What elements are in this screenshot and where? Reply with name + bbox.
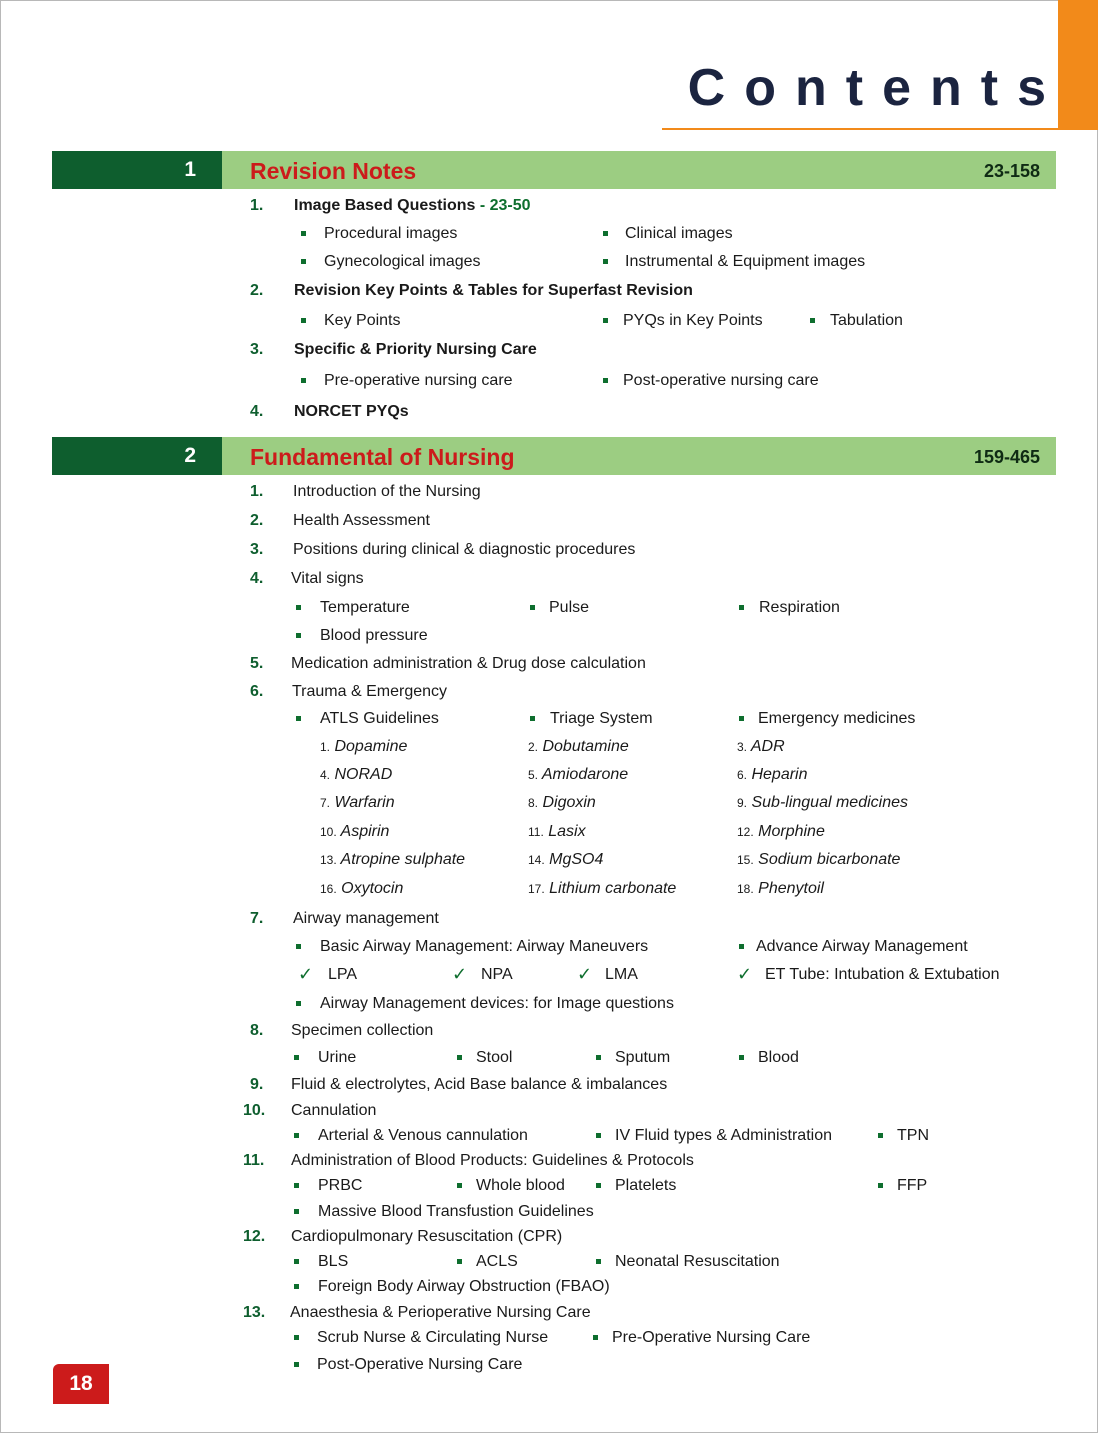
bullet-item[interactable]: TPN: [897, 1127, 929, 1144]
bullet-item[interactable]: Whole blood: [476, 1177, 565, 1194]
item-number: 2.: [250, 282, 264, 299]
bullet-icon: [296, 1001, 301, 1006]
bullet-icon: [739, 605, 744, 610]
item-number: 5.: [250, 655, 264, 672]
bullet-item[interactable]: Tabulation: [830, 312, 903, 329]
bullet-icon: [603, 318, 608, 323]
item-title: Image Based Questions: [294, 197, 476, 214]
bullet-item[interactable]: Emergency medicines: [758, 710, 916, 727]
item-number: 11.: [243, 1152, 265, 1169]
check-item[interactable]: NPA: [481, 966, 513, 983]
bullet-item[interactable]: Respiration: [759, 599, 840, 616]
bullet-item[interactable]: Airway Management devices: for Image questions: [320, 995, 674, 1012]
bullet-icon: [294, 1259, 299, 1264]
item-number: 7.: [250, 910, 264, 927]
medicine-item[interactable]: 9. Sub-lingual medicines: [737, 794, 908, 811]
bullet-icon: [878, 1133, 883, 1138]
bullet-icon: [530, 605, 535, 610]
bullet-icon: [294, 1209, 299, 1214]
check-item[interactable]: LPA: [328, 966, 358, 983]
bullet-icon: [878, 1183, 883, 1188]
item-title[interactable]: Health Assessment: [293, 512, 430, 529]
bullet-item[interactable]: Scrub Nurse & Circulating Nurse: [317, 1329, 549, 1346]
bullet-icon: [296, 605, 301, 610]
medicine-item[interactable]: 3. ADR: [737, 738, 785, 755]
bullet-item[interactable]: Platelets: [615, 1177, 677, 1194]
title-underline: [662, 128, 1060, 130]
item-number: 2.: [250, 512, 264, 529]
medicine-item[interactable]: 14. MgSO4: [528, 851, 604, 868]
bullet-item[interactable]: BLS: [318, 1253, 349, 1270]
bullet-item[interactable]: PRBC: [318, 1177, 363, 1194]
checkmark-icon: ✓: [577, 964, 593, 984]
item-title[interactable]: Specific & Priority Nursing Care: [294, 341, 537, 358]
bullet-icon: [603, 378, 608, 383]
bullet-icon: [301, 318, 306, 323]
item-number: 13.: [243, 1304, 266, 1321]
medicine-item[interactable]: 13. Atropine sulphate: [320, 851, 466, 868]
medicine-item[interactable]: 15. Sodium bicarbonate: [737, 851, 901, 868]
item-number: 4.: [250, 570, 264, 587]
item-number: 3.: [250, 541, 264, 558]
bullet-icon: [593, 1335, 598, 1340]
item-title[interactable]: Fluid & electrolytes, Acid Base balance & imbalances: [291, 1076, 668, 1093]
bullet-item[interactable]: Key Points: [324, 312, 401, 329]
section-title: Fundamental of Nursing: [250, 444, 515, 470]
bullet-icon: [810, 318, 815, 323]
item-title[interactable]: Cardiopulmonary Resuscitation (CPR): [291, 1228, 563, 1245]
bullet-icon: [739, 1055, 744, 1060]
bullet-icon: [301, 231, 306, 236]
bullet-icon: [301, 259, 306, 264]
section-number: 2: [52, 437, 222, 475]
bullet-icon: [457, 1055, 462, 1060]
section-title: Revision Notes: [250, 158, 417, 184]
item-number: 12.: [243, 1228, 266, 1245]
medicine-item[interactable]: 18. Phenytoil: [737, 880, 824, 897]
bullet-icon: [603, 231, 608, 236]
medicine-item[interactable]: 5. Amiodarone: [528, 766, 629, 783]
bullet-item[interactable]: FFP: [897, 1177, 928, 1194]
bullet-icon: [596, 1133, 601, 1138]
item-title[interactable]: Specimen collection: [291, 1022, 434, 1039]
bullet-item[interactable]: Instrumental & Equipment images: [625, 253, 866, 270]
bullet-icon: [457, 1259, 462, 1264]
checkmark-icon: ✓: [452, 964, 468, 984]
item-number: 9.: [250, 1076, 264, 1093]
medicine-item[interactable]: 6. Heparin: [737, 766, 808, 783]
item-title[interactable]: Positions during clinical & diagnostic procedures: [293, 541, 636, 558]
medicine-item[interactable]: 12. Morphine: [737, 823, 825, 840]
bullet-item[interactable]: Triage System: [550, 710, 653, 727]
check-item[interactable]: ET Tube: Intubation & Extubation: [765, 966, 1000, 983]
bullet-icon: [294, 1362, 299, 1367]
bullet-item[interactable]: Temperature: [320, 599, 410, 616]
bullet-icon: [739, 716, 744, 721]
bullet-item[interactable]: ACLS: [476, 1253, 518, 1270]
bullet-item[interactable]: Stool: [476, 1049, 513, 1066]
checkmark-icon: ✓: [298, 964, 314, 984]
bullet-icon: [294, 1133, 299, 1138]
bullet-item[interactable]: PYQs in Key Points: [623, 312, 763, 329]
page-number: 18: [53, 1364, 109, 1404]
bullet-icon: [296, 944, 301, 949]
bullet-item[interactable]: Neonatal Resuscitation: [615, 1253, 780, 1270]
section-header-2[interactable]: [52, 437, 1056, 475]
bullet-item[interactable]: Basic Airway Management: Airway Maneuvers: [320, 938, 649, 955]
bullet-icon: [296, 633, 301, 638]
page-title: Contents: [687, 59, 1065, 117]
bullet-item[interactable]: Gynecological images: [324, 253, 481, 270]
item-title[interactable]: Administration of Blood Products: Guidelines & Protocols: [291, 1152, 694, 1169]
bullet-item[interactable]: Post-Operative Nursing Care: [317, 1356, 523, 1373]
bullet-item[interactable]: ATLS Guidelines: [320, 710, 439, 727]
item-number: 8.: [250, 1022, 264, 1039]
bullet-icon: [294, 1183, 299, 1188]
bullet-item[interactable]: Clinical images: [625, 225, 733, 242]
bullet-icon: [457, 1183, 462, 1188]
toc-item[interactable]: [294, 196, 531, 216]
bullet-item[interactable]: Pre-Operative Nursing Care: [612, 1329, 811, 1346]
bullet-item[interactable]: Foreign Body Airway Obstruction (FBAO): [318, 1278, 610, 1295]
checkmark-icon: ✓: [737, 964, 753, 984]
item-number: 4.: [250, 403, 264, 420]
bullet-item[interactable]: Post-operative nursing care: [623, 372, 819, 389]
bullet-item[interactable]: Arterial & Venous cannulation: [318, 1127, 528, 1144]
medicine-item[interactable]: 11. Lasix: [528, 823, 586, 840]
medicine-item[interactable]: 7. Warfarin: [320, 794, 395, 811]
check-item[interactable]: LMA: [605, 966, 638, 983]
medicine-item[interactable]: 10. Aspirin: [320, 823, 390, 840]
item-range-separator: -: [475, 197, 490, 214]
item-number: 6.: [250, 683, 264, 700]
section-page-range: 23-158: [983, 161, 1040, 181]
bullet-icon: [530, 716, 535, 721]
item-title[interactable]: Revision Key Points & Tables for Superfast Revision: [294, 282, 693, 299]
item-number: 10.: [243, 1102, 266, 1119]
bullet-item[interactable]: Urine: [318, 1049, 357, 1066]
bullet-icon: [596, 1183, 601, 1188]
bullet-item[interactable]: Blood: [758, 1049, 799, 1066]
medicine-item[interactable]: 16. Oxytocin: [320, 880, 404, 897]
medicine-item[interactable]: 4. NORAD: [320, 766, 393, 783]
item-title[interactable]: Trauma & Emergency: [292, 683, 448, 700]
bullet-item[interactable]: Pulse: [549, 599, 590, 616]
bullet-icon: [301, 378, 306, 383]
item-number: 1.: [250, 483, 264, 500]
bullet-icon: [294, 1284, 299, 1289]
item-title[interactable]: NORCET PYQs: [294, 403, 409, 420]
medicine-item[interactable]: 8. Digoxin: [528, 794, 596, 811]
bullet-icon: [596, 1259, 601, 1264]
bullet-item[interactable]: Massive Blood Transfustion Guidelines: [318, 1203, 594, 1220]
bullet-icon: [596, 1055, 601, 1060]
item-title[interactable]: Vital signs: [291, 570, 364, 587]
bullet-icon: [294, 1335, 299, 1340]
bullet-item[interactable]: Advance Airway Management: [756, 938, 968, 955]
bullet-icon: [294, 1055, 299, 1060]
item-number: 3.: [250, 341, 264, 358]
item-page-range: 23-50: [489, 197, 531, 214]
bullet-item[interactable]: Procedural images: [324, 225, 458, 242]
item-number: 1.: [250, 197, 264, 214]
item-title[interactable]: Medication administration & Drug dose calculation: [291, 655, 646, 672]
bullet-icon: [296, 716, 301, 721]
bullet-item[interactable]: Blood pressure: [320, 627, 428, 644]
section-page-range: 159-465: [973, 447, 1040, 467]
section-header-1[interactable]: [52, 151, 1056, 189]
bullet-item[interactable]: IV Fluid types & Administration: [615, 1127, 832, 1144]
medicine-item[interactable]: 17. Lithium carbonate: [528, 880, 677, 897]
medicine-item[interactable]: 1. Dopamine: [320, 738, 408, 755]
item-title[interactable]: Airway management: [293, 910, 439, 927]
medicine-item[interactable]: 2. Dobutamine: [528, 738, 629, 755]
bullet-icon: [739, 944, 744, 949]
item-title[interactable]: Introduction of the Nursing: [293, 483, 481, 500]
item-title[interactable]: Cannulation: [291, 1102, 377, 1119]
section-number: 1: [52, 151, 222, 189]
item-title[interactable]: Anaesthesia & Perioperative Nursing Care: [290, 1304, 591, 1321]
bullet-item[interactable]: Pre-operative nursing care: [324, 372, 513, 389]
bullet-icon: [603, 259, 608, 264]
bullet-item[interactable]: Sputum: [615, 1049, 671, 1066]
